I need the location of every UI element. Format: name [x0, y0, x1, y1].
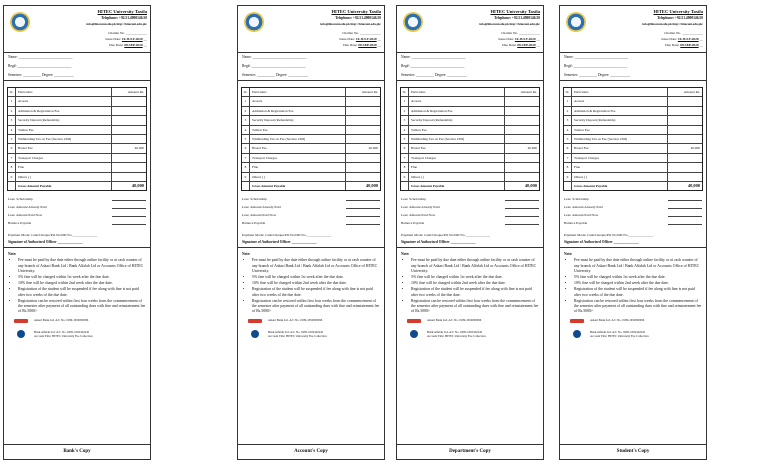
- notes-list: [238, 258, 384, 314]
- table-row: 6 Hostel Fee 40,000: [8, 143, 146, 152]
- reg-field: Reg#: ______________________________: [242, 64, 306, 68]
- table-row: 6 Hostel Fee 40,000: [564, 143, 702, 152]
- table-row: 9 Others ( ): [242, 172, 380, 181]
- university-name: HITEC University Taxila: [331, 9, 381, 14]
- askari-bank-logo-icon: [248, 318, 262, 324]
- table-row: 2 Admission & Registration Fee: [242, 106, 380, 115]
- table-row: 4 Tuition Fee: [242, 125, 380, 134]
- challan-header: [238, 6, 384, 52]
- name-field: Name: ______________________________: [8, 55, 73, 59]
- list-item: • Fee must be paid by due date either through online facility or at cash counter of any branch of Askari Bank Ltd / Bank Alfalah Ltd or Accounts Office of HITEC University.: [252, 258, 380, 274]
- web-contact: info@hitecuni.edu.pk http://hitecuni.edu.pk/: [479, 22, 540, 26]
- payment-mode: Payment Mode: Cash/Cheque/PO No/DD No.______________: [564, 233, 653, 238]
- table-row: 1 Arrears: [564, 96, 702, 105]
- scholarship-row: Less: Scholarship: [397, 195, 543, 203]
- table-row: 7 Transport Charges: [401, 153, 539, 162]
- challan-student-copy: [559, 5, 707, 460]
- alfalah-bank-logo-icon: [17, 330, 25, 338]
- university-logo-icon: [10, 12, 30, 32]
- table-row: 8 Fine: [401, 162, 539, 171]
- university-logo-icon: [244, 12, 264, 32]
- fee-table: Sr. Particulars Amount Rs. 1 Arrears 2 Admission & Registration Fee 3 Security Deposit (Refundable) 4 Tuition Fee 5 Withholding Tax on Fee (Section 236I) 6 Hostel Fee 40,000 7 Transport Charges 8 Fine 9 Others ( ) Gross Amount Payable 40,000: [7, 87, 147, 191]
- telephone: Telephone: +92.51.4900146.50: [101, 16, 147, 20]
- table-row: 6 Hostel Fee 40,000: [401, 143, 539, 152]
- challan-header: [4, 6, 150, 52]
- table-row: 2 Admission & Registration Fee: [564, 106, 702, 115]
- table-row: 8 Fine: [8, 162, 146, 171]
- fee-table: Sr. Particulars Amount Rs. 1 Arrears 2 Admission & Registration Fee 3 Security Deposit (Refundable) 4 Tuition Fee 5 Withholding Tax on Fee (Section 236I) 6 Hostel Fee 40,000 7 Transport Charges 8 Fine 9 Others ( ) Gross Amount Payable 40,000: [563, 87, 703, 191]
- copy-label: Bank's Copy: [4, 444, 150, 459]
- name-field: Name: ______________________________: [242, 55, 307, 59]
- askari-bank-logo-icon: [14, 318, 28, 324]
- fee-table: Sr. Particulars Amount Rs. 1 Arrears 2 Admission & Registration Fee 3 Security Deposit (Refundable) 4 Tuition Fee 5 Withholding Tax on Fee (Section 236I) 6 Hostel Fee 40,000 7 Transport Charges 8 Fine 9 Others ( ) Gross Amount Payable 40,000: [400, 87, 540, 191]
- semester-field: Semester: __________ Degree: ___________: [401, 73, 467, 77]
- signature-line: Signature of Authorized Officer ______________: [242, 240, 317, 245]
- total-row: Gross Amount Payable 40,000: [8, 181, 146, 190]
- challan-number: Challan No. ____________: [664, 31, 703, 35]
- table-row: 9 Others ( ): [8, 172, 146, 181]
- university-name: HITEC University Taxila: [490, 9, 540, 14]
- note-title: Note:: [560, 247, 706, 256]
- table-row: 1 Arrears: [8, 96, 146, 105]
- balance-row: Balance Payable: [4, 219, 150, 227]
- challan-number: Challan No. ____________: [108, 31, 147, 35]
- issue-date: Issue Date: 10.JULY.2020 __: [498, 37, 540, 41]
- challan-number: Challan No. ____________: [342, 31, 381, 35]
- askari-bank-logo-icon: [407, 318, 421, 324]
- note-title: Note:: [238, 247, 384, 256]
- semester-field: Semester: __________ Degree: ___________: [564, 73, 630, 77]
- signature-line: Signature of Authorized Officer ______________: [564, 240, 639, 245]
- reg-field: Reg#: ______________________________: [401, 64, 465, 68]
- list-item: • Fee must be paid by due date either through online facility or at cash counter of any branch of Askari Bank Ltd / Bank Alfalah Ltd or Accounts Office of HITEC University.: [411, 258, 539, 274]
- web-contact: info@hitecuni.edu.pk http://hitecuni.edu.pk/: [642, 22, 703, 26]
- list-item: • 5% fine will be charged within 1st week after the due date.: [18, 275, 146, 280]
- telephone: Telephone: +92.51.4900146.50: [657, 16, 703, 20]
- due-date: Due Date: 08.SEP.2020 __: [502, 43, 540, 47]
- list-item: • Fee must be paid by due date either through online facility or at cash counter of any branch of Askari Bank Ltd / Bank Alfalah Ltd or Accounts Office of HITEC University.: [18, 258, 146, 274]
- scholarship-row: Less: Scholarship: [238, 195, 384, 203]
- table-row: 3 Security Deposit (Refundable): [401, 115, 539, 124]
- table-row: 5 Withholding Tax on Fee (Section 236I): [242, 134, 380, 143]
- university-name: HITEC University Taxila: [653, 9, 703, 14]
- table-row: 8 Fine: [242, 162, 380, 171]
- table-row: 4 Tuition Fee: [564, 125, 702, 134]
- list-item: • 10% fine will be charged within 2nd week after the due date.: [18, 281, 146, 286]
- already-paid-row: Less: Amount Already Paid: [4, 203, 150, 211]
- list-item: • Registration can be restored within first four weeks from the commencement of the semester after payment of all outstanding dues with fine and reinstatement fee of Rs.5000/-: [574, 299, 702, 315]
- table-row: 9 Others ( ): [401, 172, 539, 181]
- table-row: 8 Fine: [564, 162, 702, 171]
- table-row: 1 Arrears: [401, 96, 539, 105]
- paid-now-row: Less: Amount Paid Now: [4, 211, 150, 219]
- semester-field: Semester: __________ Degree: ___________: [8, 73, 74, 77]
- already-paid-row: Less: Amount Already Paid: [560, 203, 706, 211]
- table-row: 4 Tuition Fee: [401, 125, 539, 134]
- alfalah-bank-logo-icon: [410, 330, 418, 338]
- scholarship-row: Less: Scholarship: [560, 195, 706, 203]
- signature-line: Signature of Authorized Officer ______________: [401, 240, 476, 245]
- list-item: • 5% fine will be charged within 1st week after the due date.: [252, 275, 380, 280]
- copy-label: Department's Copy: [397, 444, 543, 459]
- issue-date: Issue Date: 10.JULY.2020 __: [339, 37, 381, 41]
- list-item: • Registration can be restored within first four weeks from the commencement of the semester after payment of all outstanding dues with fine and reinstatement fee of Rs.5000/-: [411, 299, 539, 315]
- signature-line: Signature of Authorized Officer ______________: [8, 240, 83, 245]
- bank-details: Askari Bank Ltd. A/C No. 0189-1650000096 Bank Alfalah Ltd. A/C No. 0285-1002342245 Account Title: HITEC University Fee Collection: [238, 316, 384, 342]
- payment-mode: Payment Mode: Cash/Cheque/PO No/DD No.______________: [401, 233, 490, 238]
- scholarship-row: Less: Scholarship: [4, 195, 150, 203]
- list-item: • Registration of the student will be suspended if fee along with fine is not paid after two weeks of the due date.: [574, 287, 702, 297]
- university-name: HITEC University Taxila: [97, 9, 147, 14]
- table-row: 3 Security Deposit (Refundable): [242, 115, 380, 124]
- already-paid-row: Less: Amount Already Paid: [238, 203, 384, 211]
- total-row: Gross Amount Payable 40,000: [242, 181, 380, 190]
- table-row: 6 Hostel Fee 40,000: [242, 143, 380, 152]
- payment-mode: Payment Mode: Cash/Cheque/PO No/DD No.______________: [242, 233, 331, 238]
- table-row: 5 Withholding Tax on Fee (Section 236I): [564, 134, 702, 143]
- bank-details: Askari Bank Ltd. A/C No. 0189-1650000096 Bank Alfalah Ltd. A/C No. 0285-1002342245 Account Title: HITEC University Fee Collection: [397, 316, 543, 342]
- table-row: 3 Security Deposit (Refundable): [564, 115, 702, 124]
- list-item: • 10% fine will be charged within 2nd week after the due date.: [411, 281, 539, 286]
- challan-header: [560, 6, 706, 52]
- web-contact: info@hitecuni.edu.pk http://hitecuni.edu.pk/: [86, 22, 147, 26]
- list-item: • Registration can be restored within first four weeks from the commencement of the semester after payment of all outstanding dues with fine and reinstatement fee of Rs.5000/-: [252, 299, 380, 315]
- balance-row: Balance Payable: [397, 219, 543, 227]
- total-row: Gross Amount Payable 40,000: [564, 181, 702, 190]
- table-row: 5 Withholding Tax on Fee (Section 236I): [8, 134, 146, 143]
- name-field: Name: ______________________________: [564, 55, 629, 59]
- challan-department-copy: [396, 5, 544, 460]
- due-date: Due Date: 08.SEP.2020 __: [665, 43, 703, 47]
- notes-list: [560, 258, 706, 314]
- web-contact: info@hitecuni.edu.pk http://hitecuni.edu.pk/: [320, 22, 381, 26]
- list-item: • Registration of the student will be suspended if fee along with fine is not paid after two weeks of the due date.: [411, 287, 539, 297]
- list-item: • Registration of the student will be suspended if fee along with fine is not paid after two weeks of the due date.: [252, 287, 380, 297]
- balance-row: Balance Payable: [560, 219, 706, 227]
- paid-now-row: Less: Amount Paid Now: [397, 211, 543, 219]
- telephone: Telephone: +92.51.4900146.50: [335, 16, 381, 20]
- askari-bank-logo-icon: [570, 318, 584, 324]
- alfalah-bank-logo-icon: [573, 330, 581, 338]
- notes-list: [4, 258, 150, 314]
- challan-header: [397, 6, 543, 52]
- alfalah-bank-logo-icon: [251, 330, 259, 338]
- notes-list: [397, 258, 543, 314]
- bank-details: Askari Bank Ltd. A/C No. 0189-1650000096 Bank Alfalah Ltd. A/C No. 0285-1002342245 Account Title: HITEC University Fee Collection: [560, 316, 706, 342]
- challan-bank-copy: [3, 5, 151, 460]
- payment-mode: Payment Mode: Cash/Cheque/PO No/DD No.______________: [8, 233, 97, 238]
- balance-row: Balance Payable: [238, 219, 384, 227]
- paid-now-row: Less: Amount Paid Now: [238, 211, 384, 219]
- semester-field: Semester: __________ Degree: ___________: [242, 73, 308, 77]
- table-row: 4 Tuition Fee: [8, 125, 146, 134]
- table-row: 2 Admission & Registration Fee: [8, 106, 146, 115]
- already-paid-row: Less: Amount Already Paid: [397, 203, 543, 211]
- list-item: • 10% fine will be charged within 2nd week after the due date.: [252, 281, 380, 286]
- list-item: • 5% fine will be charged within 1st week after the due date.: [574, 275, 702, 280]
- list-item: • Registration of the student will be suspended if fee along with fine is not paid after two weeks of the due date.: [18, 287, 146, 297]
- due-date: Due Date: 08.SEP.2020 __: [109, 43, 147, 47]
- challan-accounts-copy: [237, 5, 385, 460]
- paid-now-row: Less: Amount Paid Now: [560, 211, 706, 219]
- due-date: Due Date: 08.SEP.2020 __: [343, 43, 381, 47]
- copy-label: Account's Copy: [238, 444, 384, 459]
- list-item: • Registration can be restored within first four weeks from the commencement of the semester after payment of all outstanding dues with fine and reinstatement fee of Rs.5000/-: [18, 299, 146, 315]
- university-logo-icon: [403, 12, 423, 32]
- challan-number: Challan No. ____________: [501, 31, 540, 35]
- bank-details: Askari Bank Ltd. A/C No. 0189-1650000096 Bank Alfalah Ltd. A/C No. 0285-1002342245 Account Title: HITEC University Fee Collection: [4, 316, 150, 342]
- table-row: 7 Transport Charges: [8, 153, 146, 162]
- table-row: 9 Others ( ): [564, 172, 702, 181]
- table-row: 2 Admission & Registration Fee: [401, 106, 539, 115]
- issue-date: Issue Date: 10.JULY.2020 __: [105, 37, 147, 41]
- list-item: • 5% fine will be charged within 1st week after the due date.: [411, 275, 539, 280]
- table-row: 7 Transport Charges: [242, 153, 380, 162]
- telephone: Telephone: +92.51.4900146.50: [494, 16, 540, 20]
- university-logo-icon: [566, 12, 586, 32]
- list-item: • Fee must be paid by due date either through online facility or at cash counter of any branch of Askari Bank Ltd / Bank Alfalah Ltd or Accounts Office of HITEC University.: [574, 258, 702, 274]
- copy-label: Student's Copy: [560, 444, 706, 459]
- issue-date: Issue Date: 10.JULY.2020 __: [661, 37, 703, 41]
- name-field: Name: ______________________________: [401, 55, 466, 59]
- note-title: Note:: [4, 247, 150, 256]
- table-row: 3 Security Deposit (Refundable): [8, 115, 146, 124]
- table-row: 5 Withholding Tax on Fee (Section 236I): [401, 134, 539, 143]
- reg-field: Reg#: ______________________________: [564, 64, 628, 68]
- reg-field: Reg#: ______________________________: [8, 64, 72, 68]
- fee-table: Sr. Particulars Amount Rs. 1 Arrears 2 Admission & Registration Fee 3 Security Deposit (Refundable) 4 Tuition Fee 5 Withholding Tax on Fee (Section 236I) 6 Hostel Fee 40,000 7 Transport Charges 8 Fine 9 Others ( ) Gross Amount Payable 40,000: [241, 87, 381, 191]
- list-item: • 10% fine will be charged within 2nd week after the due date.: [574, 281, 702, 286]
- note-title: Note:: [397, 247, 543, 256]
- table-row: 7 Transport Charges: [564, 153, 702, 162]
- total-row: Gross Amount Payable 40,000: [401, 181, 539, 190]
- table-row: 1 Arrears: [242, 96, 380, 105]
